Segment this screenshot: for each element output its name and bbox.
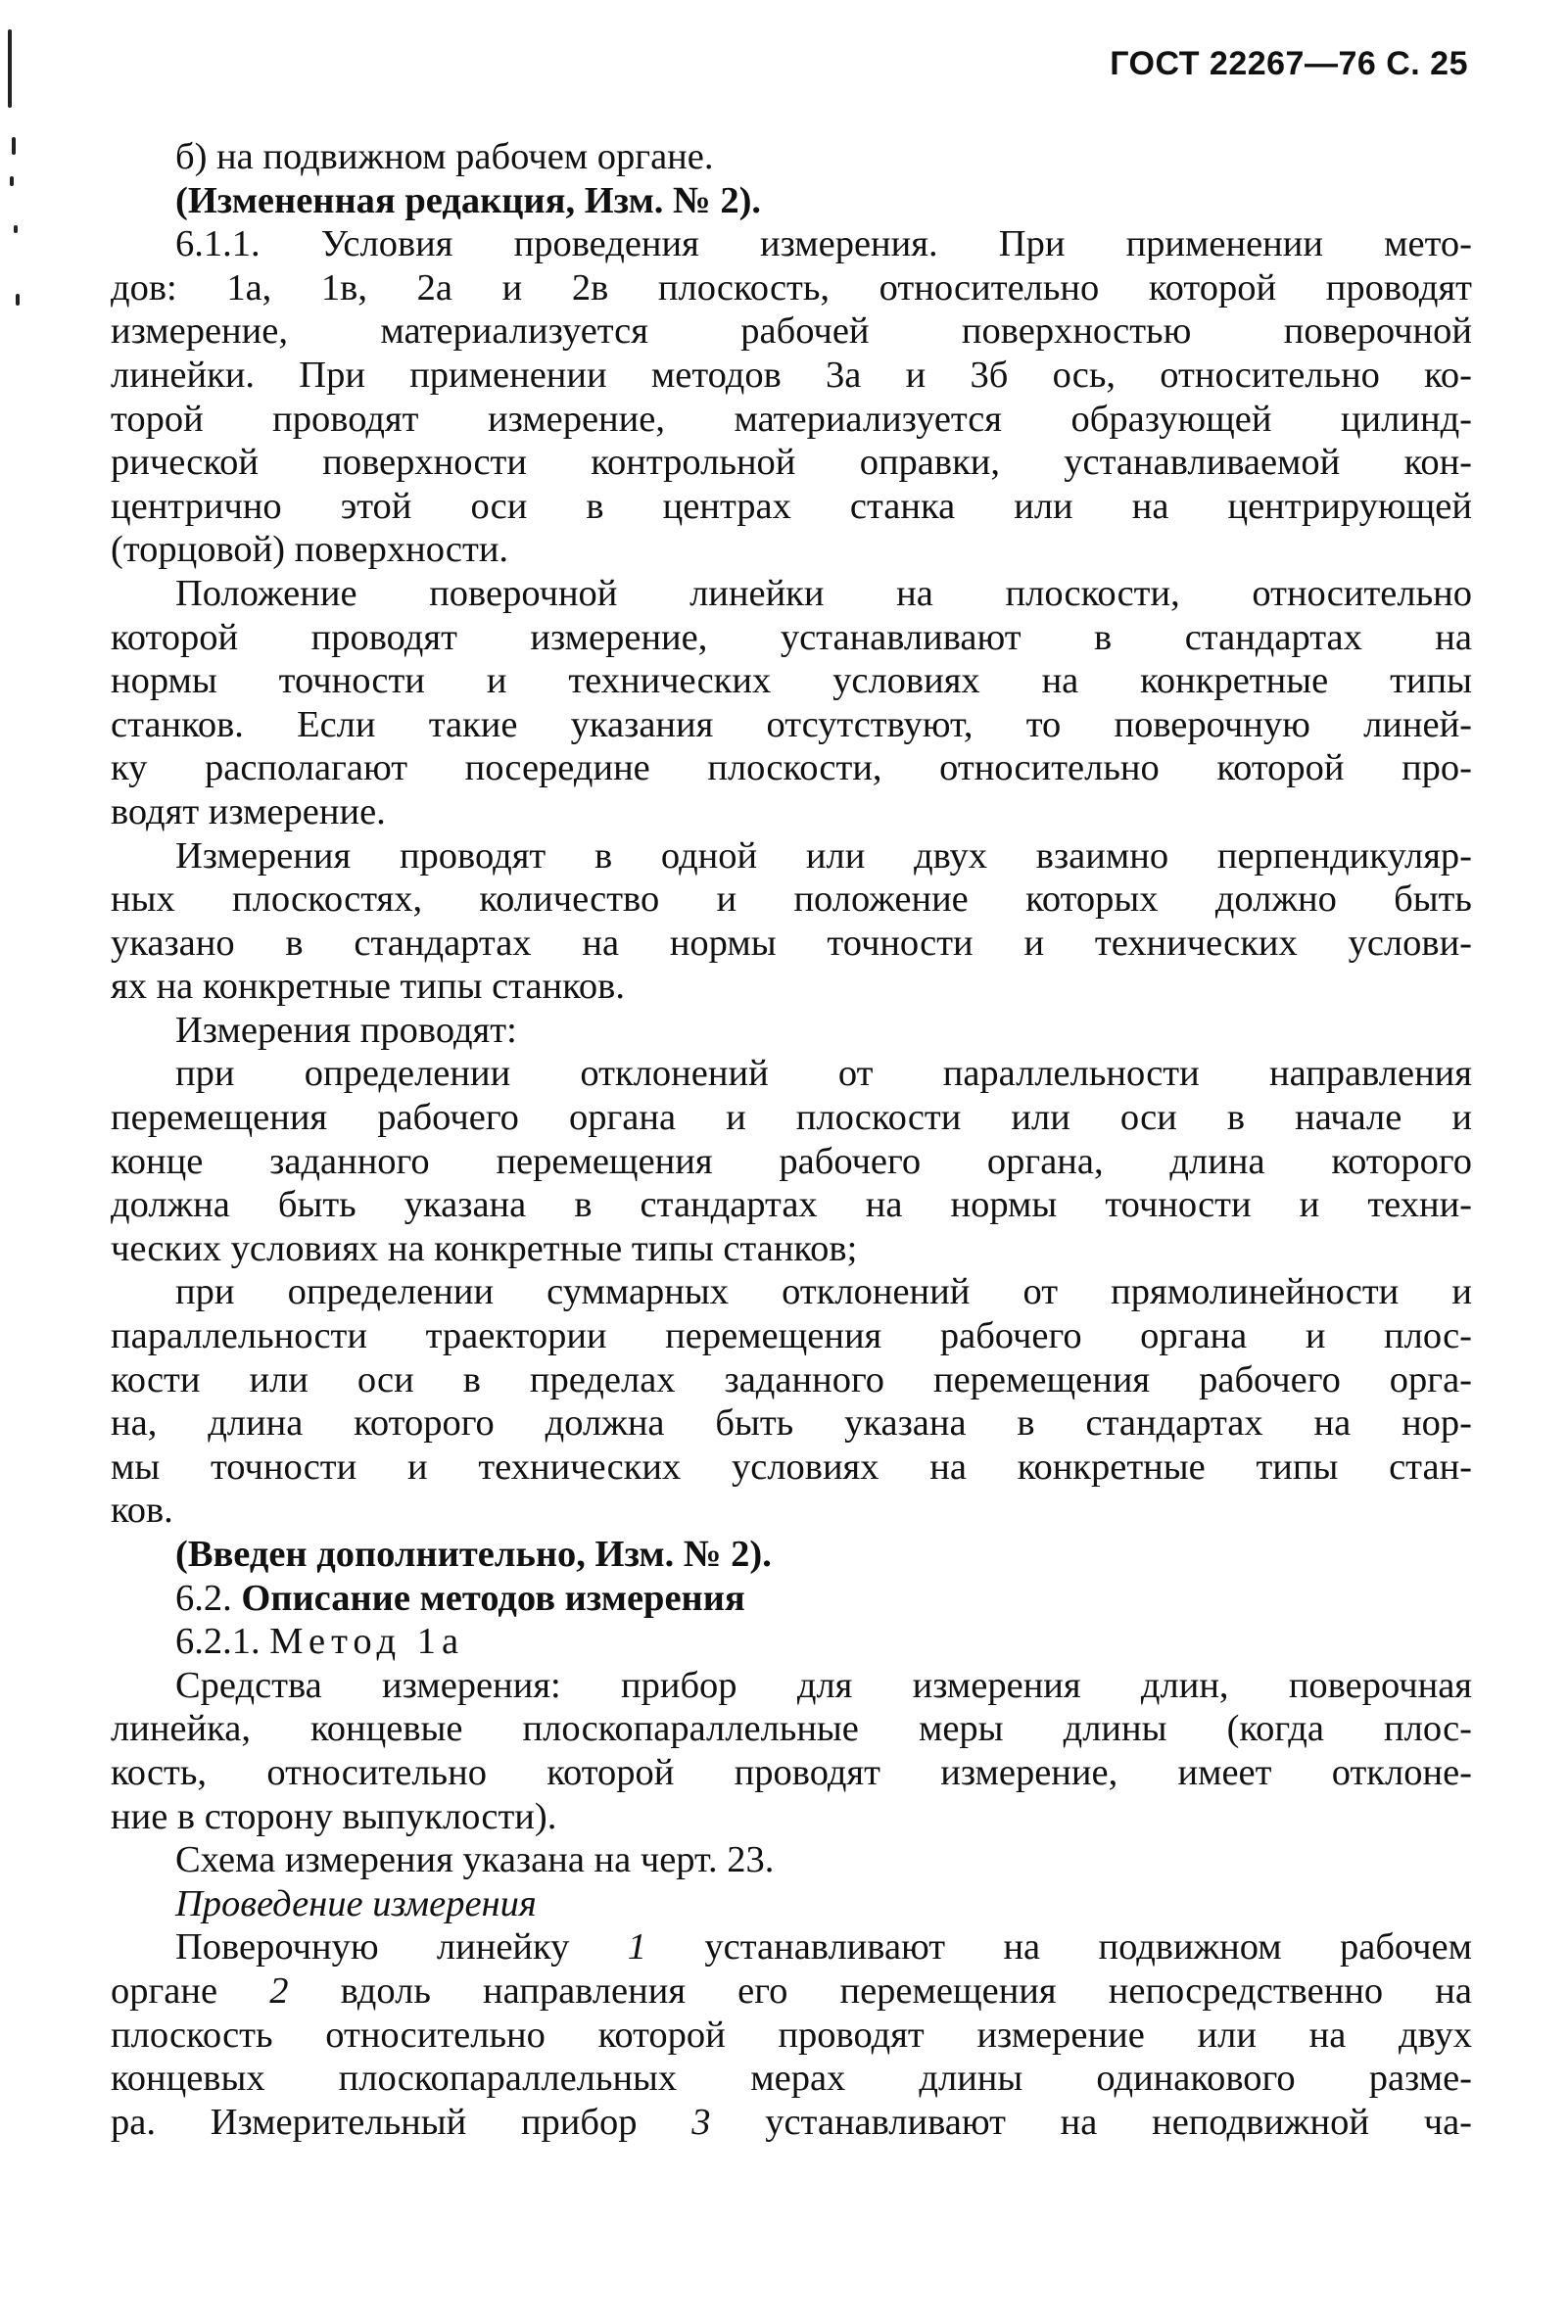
section-title: Описание методов измерения (241, 1577, 745, 1619)
text-line: плоскость относительно которой проводят измерение или на двух (111, 2014, 1472, 2056)
text-line: ков. (111, 1490, 173, 1532)
text-line: торой проводят измерение, материализуется образующей цилинд- (111, 398, 1472, 440)
text-line: кость, относительно которой проводят измерение, имеет отклоне- (111, 1751, 1472, 1793)
text-line: ку располагают посередине плоскости, относительно которой про- (111, 747, 1472, 789)
text-line: нормы точности и технических условиях на конкретные типы (111, 660, 1472, 702)
text-line: конце заданного перемещения рабочего органа, длина которого (111, 1140, 1472, 1182)
item-ref-1: 1 (627, 1926, 647, 1968)
text-line: при определении суммарных отклонений от прямолинейности и (175, 1271, 1472, 1313)
subsection-heading (111, 1620, 1472, 1664)
method-title: Метод 1а (269, 1621, 465, 1663)
text-line: (торцовой) поверхности. (111, 529, 509, 571)
text-line: при определении отклонений от параллельности направления (175, 1053, 1472, 1095)
text-line: на, длина которого должна быть указана в стандартах на нор- (111, 1402, 1472, 1445)
text-line: концевых плоскопараллельных мерах длины одинакового разме- (111, 2058, 1472, 2100)
text-line: Измерения проводят в одной или двух взаимно перпендикуляр- (175, 834, 1472, 877)
text-line: линейки. При применении методов 3а и 3б ось, относительно ко- (111, 354, 1472, 396)
text-line: ных плоскостях, количество и положение которых должно быть (111, 878, 1472, 921)
item-ref-2: 2 (269, 1969, 289, 2012)
text-line: Измерения проводят: (175, 1009, 517, 1051)
text-line: измерение, материализуется рабочей поверхностью поверочной (111, 310, 1472, 353)
text-line: ях на конкретные типы станков. (111, 966, 625, 1008)
text-line: которой проводят измерение, устанавливают в стандартах на (111, 616, 1472, 658)
subsection-number: 6.2.1. (175, 1621, 270, 1663)
text-line: Положение поверочной линейки на плоскости, относительно (175, 572, 1472, 614)
text-line: Схема измерения указана на черт. 23. (175, 1839, 775, 1881)
text-line: органе 2 вдоль направления его перемещения непосредственно на (111, 1969, 1472, 2012)
text-line: ческих условиях на конкретные типы станков; (111, 1227, 858, 1269)
text-line: указано в стандартах на нормы точности и технических услови- (111, 922, 1472, 964)
scan-margin-mark (8, 29, 22, 362)
item-ref-3: 3 (691, 2101, 711, 2143)
text-line: линейка, концевые плоскопараллельные меры длины (когда плос- (111, 1708, 1472, 1750)
text-line: водят измерение. (111, 790, 386, 832)
text-line: перемещения рабочего органа и плоскости или оси в начале и (111, 1097, 1472, 1139)
text-line: ра. Измерительный прибор 3 устанавливают на неподвижной ча- (111, 2101, 1472, 2143)
section-heading (111, 1577, 1472, 1621)
text-line: рической поверхности контрольной оправки, устанавливаемой кон- (111, 442, 1472, 484)
text-line: дов: 1а, 1в, 2а и 2в плоскость, относительно которой проводят (111, 266, 1472, 308)
text-line: Поверочную линейку 1 устанавливают на подвижном рабочем (175, 1926, 1472, 1968)
running-head: ГОСТ 22267—76 С. 25 (1110, 45, 1468, 82)
text-line: кости или оси в пределах заданного перемещения рабочего орга- (111, 1358, 1472, 1400)
text-line: ние в сторону выпуклости). (111, 1795, 557, 1837)
amendment-note: (Измененная редакция, Изм. № 2). (175, 179, 762, 221)
text-line: 6.1.1. Условия проведения измерения. При применении мето- (175, 223, 1472, 265)
amendment-note: (Введен дополнительно, Изм. № 2). (175, 1534, 772, 1575)
text-line: мы точности и технических условиях на конкретные типы стан- (111, 1446, 1472, 1488)
text-line: Средства измерения: прибор для измерения длин, поверочная (175, 1664, 1472, 1706)
text-line: станков. Если такие указания отсутствуют, то поверочную линей- (111, 703, 1472, 745)
text-line: б) на подвижном рабочем органе. (175, 136, 714, 177)
text-line: должна быть указана в стандартах на нормы точности и техни- (111, 1184, 1472, 1226)
procedure-heading: Проведение измерения (175, 1882, 537, 1924)
text-line: параллельности траектории перемещения рабочего органа и плос- (111, 1315, 1472, 1357)
section-number: 6.2. (175, 1577, 242, 1619)
document-body (111, 135, 1472, 2144)
text-line: центрично этой оси в центрах станка или на центрирующей (111, 485, 1472, 527)
